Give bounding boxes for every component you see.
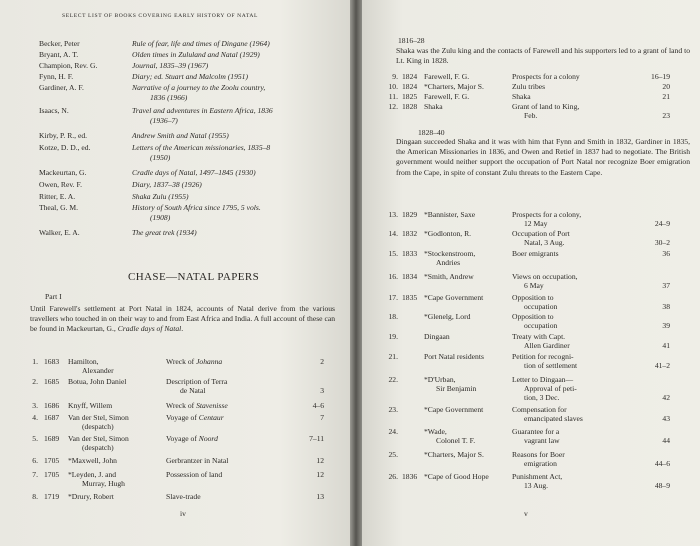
entry-name: *Maxwell, John bbox=[68, 456, 117, 465]
running-head: SELECT LIST OF BOOKS COVERING EARLY HISTORY OF NATAL bbox=[62, 13, 259, 19]
bib-title: Shaka Zulu (1955) bbox=[132, 192, 189, 201]
entry-name: *D'Urban, bbox=[424, 375, 456, 384]
entry-name: *Bannister, Saxe bbox=[424, 210, 476, 219]
entry-page: 30–2 bbox=[654, 238, 670, 247]
entry-description: tion of settlement bbox=[524, 361, 578, 370]
bib-author: Theal, G. M. bbox=[39, 203, 79, 212]
entry-number: 1. bbox=[32, 357, 38, 366]
entry-description: Letter to Dingaan— bbox=[512, 375, 574, 384]
entry-year: 1686 bbox=[44, 401, 60, 410]
section-heading: CHASE—NATAL PAPERS bbox=[128, 271, 260, 283]
entry-year: 1683 bbox=[44, 357, 60, 366]
bib-title: (1936–7) bbox=[150, 116, 178, 125]
entry-year: 1829 bbox=[402, 210, 418, 219]
entry-year: 1705 bbox=[44, 470, 60, 479]
entry-description: Wreck of Stavenisse bbox=[166, 401, 228, 410]
entry-page: 7–11 bbox=[309, 434, 324, 443]
entry-year: 1833 bbox=[402, 249, 418, 258]
entry-number: 21. bbox=[388, 352, 398, 361]
entry-description: Boer emigrants bbox=[512, 249, 559, 258]
entry-description: Feb. bbox=[524, 111, 538, 120]
entry-description: Slave-trade bbox=[166, 492, 201, 501]
entry-name: *Glenelg, Lord bbox=[424, 312, 471, 321]
entry-year: 1705 bbox=[44, 456, 60, 465]
entry-page: 3 bbox=[320, 386, 324, 395]
entry-description: emigration bbox=[524, 459, 557, 468]
bib-title: (1950) bbox=[150, 153, 171, 162]
entry-name: *Charters, Major S. bbox=[424, 450, 484, 459]
bib-title: Travel and adventures in Eastern Africa, 1836 bbox=[132, 106, 273, 115]
entry-number: 9. bbox=[392, 72, 398, 81]
period-heading-1828: 1828–40 bbox=[418, 128, 445, 137]
bib-author: Champion, Rev. G. bbox=[39, 61, 98, 70]
entry-number: 23. bbox=[388, 405, 398, 414]
bib-author: Isaacs, N. bbox=[39, 106, 69, 115]
entry-number: 15. bbox=[388, 249, 398, 258]
entry-name: Knyff, Willem bbox=[68, 401, 113, 410]
entry-description: occupation bbox=[524, 302, 558, 311]
bib-title: 1836 (1966) bbox=[150, 93, 188, 102]
bib-title: Journal, 1835–39 (1967) bbox=[132, 61, 209, 70]
entry-name: *Cape Government bbox=[424, 405, 484, 414]
entry-description: Reasons for Boer bbox=[512, 450, 565, 459]
entry-name: Dingaan bbox=[424, 332, 450, 341]
entry-year: 1836 bbox=[402, 472, 418, 481]
bib-title: The great trek (1934) bbox=[132, 228, 197, 237]
entry-name: *Smith, Andrew bbox=[424, 272, 474, 281]
bib-title: Diary, 1837–38 (1926) bbox=[132, 180, 202, 189]
entry-description: de Natal bbox=[180, 386, 206, 395]
entry-number: 3. bbox=[32, 401, 38, 410]
entry-description: 6 May bbox=[524, 281, 544, 290]
entry-year: 1828 bbox=[402, 102, 418, 111]
entry-year: 1689 bbox=[44, 434, 60, 443]
entry-description: tion, 3 Dec. bbox=[524, 393, 560, 402]
book-title: Cradle days of Natal bbox=[117, 324, 182, 334]
entry-page: 39 bbox=[662, 321, 670, 330]
entry-name: Colonel T. F. bbox=[436, 436, 476, 445]
entry-number: 24. bbox=[388, 427, 398, 436]
entry-page: 37 bbox=[662, 281, 670, 290]
entry-description: Possession of land bbox=[166, 470, 223, 479]
entry-number: 10. bbox=[388, 82, 398, 91]
entry-name: Sir Benjamin bbox=[436, 384, 477, 393]
entry-description: Zulu tribes bbox=[512, 82, 546, 91]
entry-description: Opposition to bbox=[512, 312, 554, 321]
bib-title: Andrew Smith and Natal (1955) bbox=[132, 131, 229, 140]
entry-number: 13. bbox=[388, 210, 398, 219]
entry-number: 5. bbox=[32, 434, 38, 443]
bib-author: Owen, Rev. F. bbox=[39, 180, 82, 189]
entry-description: Voyage of Noord bbox=[166, 434, 218, 443]
entry-name: *Stockenstroom, bbox=[424, 249, 476, 258]
entry-description: Wreck of Johanna bbox=[166, 357, 223, 366]
bib-author: Kirby, P. R., ed. bbox=[39, 131, 88, 140]
entry-number: 17. bbox=[388, 293, 398, 302]
entry-description: Punishment Act, bbox=[512, 472, 563, 481]
entry-name: *Wade, bbox=[424, 427, 447, 436]
entry-name: Farewell, F. G. bbox=[424, 72, 470, 81]
entry-number: 22. bbox=[388, 375, 398, 384]
period-heading-1816: 1816–28 bbox=[398, 36, 425, 45]
entry-number: 7. bbox=[32, 470, 38, 479]
entry-page: 24–9 bbox=[654, 219, 670, 228]
entry-name: Alexander bbox=[82, 366, 114, 375]
entry-name: Shaka bbox=[424, 102, 443, 111]
entry-page: 13 bbox=[316, 492, 324, 501]
bib-author: Mackeurtan, G. bbox=[39, 168, 87, 177]
bib-title: Narrative of a journey to the Zoolu country, bbox=[132, 83, 266, 92]
entry-description: Voyage of Centaur bbox=[166, 413, 224, 422]
entry-description: Petition for recogni- bbox=[512, 352, 574, 361]
entry-description: Allen Gardiner bbox=[524, 341, 570, 350]
bib-title: (1908) bbox=[150, 213, 171, 222]
entry-number: 11. bbox=[388, 92, 398, 101]
entry-number: 12. bbox=[388, 102, 398, 111]
entry-description: 12 May bbox=[524, 219, 548, 228]
bib-title: Letters of the American missionaries, 1835–8 bbox=[132, 143, 271, 152]
entry-description: Gerbrantzer in Natal bbox=[166, 456, 229, 465]
entry-page: 16–19 bbox=[651, 72, 670, 81]
bib-author: Kotze, D. D., ed. bbox=[39, 143, 91, 152]
entry-name: Van der Stel, Simon bbox=[68, 413, 129, 422]
entry-name: *Cape of Good Hope bbox=[424, 472, 489, 481]
entry-name: Farewell, F. G. bbox=[424, 92, 470, 101]
entry-name: *Godlonton, R. bbox=[424, 229, 472, 238]
entry-description: Approval of peti- bbox=[524, 384, 577, 393]
entry-name: *Leyden, J. and bbox=[68, 470, 117, 479]
entry-description: Treaty with Capt. bbox=[512, 332, 566, 341]
bib-title: Olden times in Zululand and Natal (1929) bbox=[132, 50, 260, 59]
ship-name: Centaur bbox=[198, 413, 224, 422]
entry-name: Hamilton, bbox=[68, 357, 99, 366]
entry-page: 12 bbox=[316, 456, 324, 465]
entry-page: 48–9 bbox=[654, 481, 670, 490]
bib-author: Ritter, E. A. bbox=[39, 192, 76, 201]
entry-description: Prospects for a colony, bbox=[512, 210, 582, 219]
entry-description: Description of Terra bbox=[166, 377, 228, 386]
entry-year: 1825 bbox=[402, 92, 418, 101]
entry-description: Natal, 3 Aug. bbox=[524, 238, 565, 247]
entry-description: vagrant law bbox=[524, 436, 560, 445]
entry-description: occupation bbox=[524, 321, 558, 330]
entry-year: 1824 bbox=[402, 72, 418, 81]
right-page bbox=[362, 0, 700, 546]
ship-name: Noord bbox=[198, 434, 218, 443]
entry-name: Port Natal residents bbox=[424, 352, 484, 361]
bib-author: Bryant, A. T. bbox=[39, 50, 79, 59]
entry-page: 41 bbox=[662, 341, 670, 350]
entry-name: (despatch) bbox=[82, 422, 114, 431]
entry-name: Andries bbox=[436, 258, 461, 267]
entry-number: 4. bbox=[32, 413, 38, 422]
entry-description: Shaka bbox=[512, 92, 531, 101]
part-label: Part I bbox=[45, 292, 62, 301]
entry-description: emancipated slaves bbox=[524, 414, 583, 423]
entry-number: 19. bbox=[388, 332, 398, 341]
bib-title: Rule of fear, life and times of Dingane (1964) bbox=[132, 39, 270, 48]
entry-year: 1719 bbox=[44, 492, 60, 501]
entry-name: Botua, John Daniel bbox=[68, 377, 127, 386]
entry-page: 23 bbox=[662, 111, 670, 120]
entry-number: 26. bbox=[388, 472, 398, 481]
entry-page: 42 bbox=[662, 393, 670, 402]
entry-number: 25. bbox=[388, 450, 398, 459]
entry-number: 16. bbox=[388, 272, 398, 281]
bib-author: Walker, E. A. bbox=[39, 228, 80, 237]
entry-page: 21 bbox=[662, 92, 670, 101]
entry-description: 13 Aug. bbox=[524, 481, 549, 490]
page-number: v bbox=[524, 509, 528, 518]
entry-page: 20 bbox=[662, 82, 670, 91]
paragraph-dingaan: Dingaan succeeded Shaka and it was with him that Fynn and Smith in 1832, Gardiner in 1835, the American Missionaries in 1836, and Owen and Retief in 1837 had to negotiate. The British government would neither support the occupation of Port Natal nor recognize Boer emigration from the Cape, in spite of constant Zulu threats to the Eastern Cape. bbox=[396, 137, 690, 177]
intro-paragraph: Until Farewell's settlement at Port Natal in 1824, accounts of Natal derive from the various travellers who touched in on their way to and from East Africa and India. A full account of these can be found in Mackeurtan, G., Cradle days of Natal. bbox=[30, 304, 335, 334]
entry-number: 18. bbox=[388, 312, 398, 321]
ship-name: Johanna bbox=[196, 357, 223, 366]
bib-author: Becker, Peter bbox=[39, 39, 80, 48]
ship-name: Stavenisse bbox=[196, 401, 228, 410]
entry-number: 8. bbox=[32, 492, 38, 501]
entry-name: Van der Stel, Simon bbox=[68, 434, 129, 443]
entry-description: Views on occupation, bbox=[512, 272, 578, 281]
entry-description: Grant of land to King, bbox=[512, 102, 580, 111]
entry-page: 2 bbox=[320, 357, 324, 366]
entry-description: Compensation for bbox=[512, 405, 567, 414]
entry-page: 12 bbox=[316, 470, 324, 479]
paragraph-shaka: Shaka was the Zulu king and the contacts of Farewell and his supporters led to a grant of land to Lt. King in 1828. bbox=[396, 46, 690, 66]
bib-title: Diary; ed. Stuart and Malcolm (1951) bbox=[132, 72, 248, 81]
entry-number: 14. bbox=[388, 229, 398, 238]
entry-page: 44 bbox=[662, 436, 670, 445]
entry-description: Occupation of Port bbox=[512, 229, 570, 238]
entry-year: 1835 bbox=[402, 293, 418, 302]
entry-page: 7 bbox=[320, 413, 324, 422]
bib-author: Fynn, H. F. bbox=[39, 72, 74, 81]
entry-description: Prospects for a colony bbox=[512, 72, 580, 81]
bib-title: Cradle days of Natal, 1497–1845 (1930) bbox=[132, 168, 256, 177]
entry-description: Guarantee for a bbox=[512, 427, 560, 436]
entry-name: *Cape Government bbox=[424, 293, 484, 302]
entry-name: *Drury, Robert bbox=[68, 492, 114, 501]
page-number: iv bbox=[180, 509, 186, 518]
bib-title: History of South Africa since 1795, 5 vols. bbox=[132, 203, 261, 212]
entry-name: *Charters, Major S. bbox=[424, 82, 484, 91]
entry-description: Opposition to bbox=[512, 293, 554, 302]
entry-page: 43 bbox=[662, 414, 670, 423]
entry-number: 6. bbox=[32, 456, 38, 465]
entry-name: (despatch) bbox=[82, 443, 114, 452]
entry-year: 1685 bbox=[44, 377, 60, 386]
entry-year: 1824 bbox=[402, 82, 418, 91]
entry-number: 2. bbox=[32, 377, 38, 386]
book-gutter bbox=[350, 0, 362, 546]
bib-author: Gardiner, A. F. bbox=[39, 83, 84, 92]
entry-page: 44–6 bbox=[654, 459, 670, 468]
entry-year: 1687 bbox=[44, 413, 60, 422]
entry-year: 1834 bbox=[402, 272, 418, 281]
entry-year: 1832 bbox=[402, 229, 418, 238]
entry-page: 4–6 bbox=[312, 401, 324, 410]
entry-page: 38 bbox=[662, 302, 670, 311]
entry-page: 36 bbox=[662, 249, 670, 258]
entry-page: 41–2 bbox=[654, 361, 670, 370]
entry-name: Murray, Hugh bbox=[82, 479, 125, 488]
